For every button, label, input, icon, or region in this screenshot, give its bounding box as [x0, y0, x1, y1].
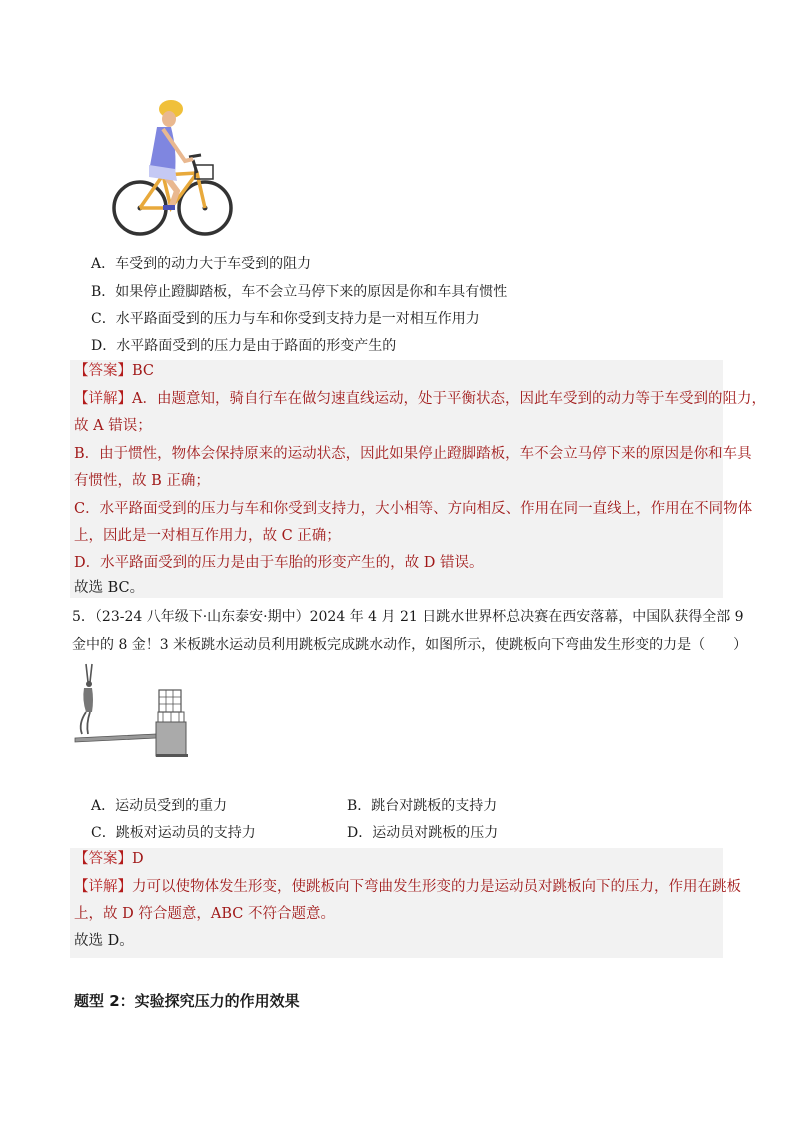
q4-answer-panel [70, 360, 766, 598]
q4-detail-line-1: 【详解】A．由题意知，骑自行车在做匀速直线运动，处于平衡状态，因此车受到的动力等于车受到的阻力， [74, 391, 766, 407]
q5-detail-tag: 【详解】 [74, 879, 132, 895]
q4-option-a: A．车受到的动力大于车受到的阻力 [91, 256, 312, 272]
q4-option-d: D．水平路面受到的压力是由于路面的形变产生的 [91, 338, 397, 354]
q5-stem-line-1: 5．（23-24 八年级下·山东泰安·期中）2024 年 4 月 21 日跳水世界杯总决赛在西安落幕，中国队获得全部 9 [72, 609, 744, 625]
q4-detail-line-7: D．水平路面受到的压力是由于车胎的形变产生的，故 D 错误。 [74, 555, 484, 571]
q4-detail-line-5: C．水平路面受到的压力与车和你受到支持力，大小相等、方向相反、作用在同一直线上，作用在不同物体 [74, 501, 753, 517]
q5-answer-line [74, 849, 144, 869]
q4-conclusion: 故选 BC。 [74, 580, 145, 596]
q5-stem-line-2: 金中的 8 金！3 米板跳水运动员利用跳板完成跳水动作，如图所示，使跳板向下弯曲发生形变的力是（ ） [72, 637, 748, 653]
q4-detail-line-6: 上，因此是一对相互作用力，故 C 正确； [74, 528, 341, 544]
q5-detail-line-1: 【详解】力可以使物体发生形变，使跳板向下弯曲发生形变的力是运动员对跳板向下的压力，作用在跳板 [74, 879, 741, 895]
q5-option-c: C．跳板对运动员的支持力 [91, 825, 256, 841]
q4-answer: BC [132, 363, 155, 379]
section-heading: 题型 2：实验探究压力的作用效果 [74, 992, 300, 1010]
q5-option-a: A．运动员受到的重力 [91, 798, 228, 814]
q5-detail-line-2: 上，故 D 符合题意，ABC 不符合题意。 [74, 906, 335, 922]
q5-answer: D [132, 851, 144, 867]
q4-answer-tag: 【答案】 [74, 363, 132, 379]
cyclist-illustration [105, 95, 240, 240]
q4-option-b: B．如果停止蹬脚踏板，车不会立马停下来的原因是你和车具有惯性 [91, 284, 508, 300]
q5-conclusion: 故选 D。 [74, 933, 134, 949]
q5-answer-panel [70, 848, 741, 958]
q4-detail-tag: 【详解】 [74, 391, 132, 407]
q4-detail-line-3: B．由于惯性，物体会保持原来的运动状态，因此如果停止蹬脚踏板，车不会立马停下来的原因是你和车具 [74, 446, 752, 462]
q5-answer-tag: 【答案】 [74, 851, 132, 867]
diving-board-illustration [70, 662, 195, 762]
q4-answer-line [74, 361, 154, 381]
q5-option-d: D．运动员对跳板的压力 [347, 825, 499, 841]
q4-detail-line-2: 故 A 错误； [74, 418, 152, 434]
q4-detail-line-4: 有惯性，故 B 正确； [74, 473, 210, 489]
q5-option-b: B．跳台对跳板的支持力 [347, 798, 498, 814]
q4-option-c: C．水平路面受到的压力与车和你受到支持力是一对相互作用力 [91, 311, 480, 327]
